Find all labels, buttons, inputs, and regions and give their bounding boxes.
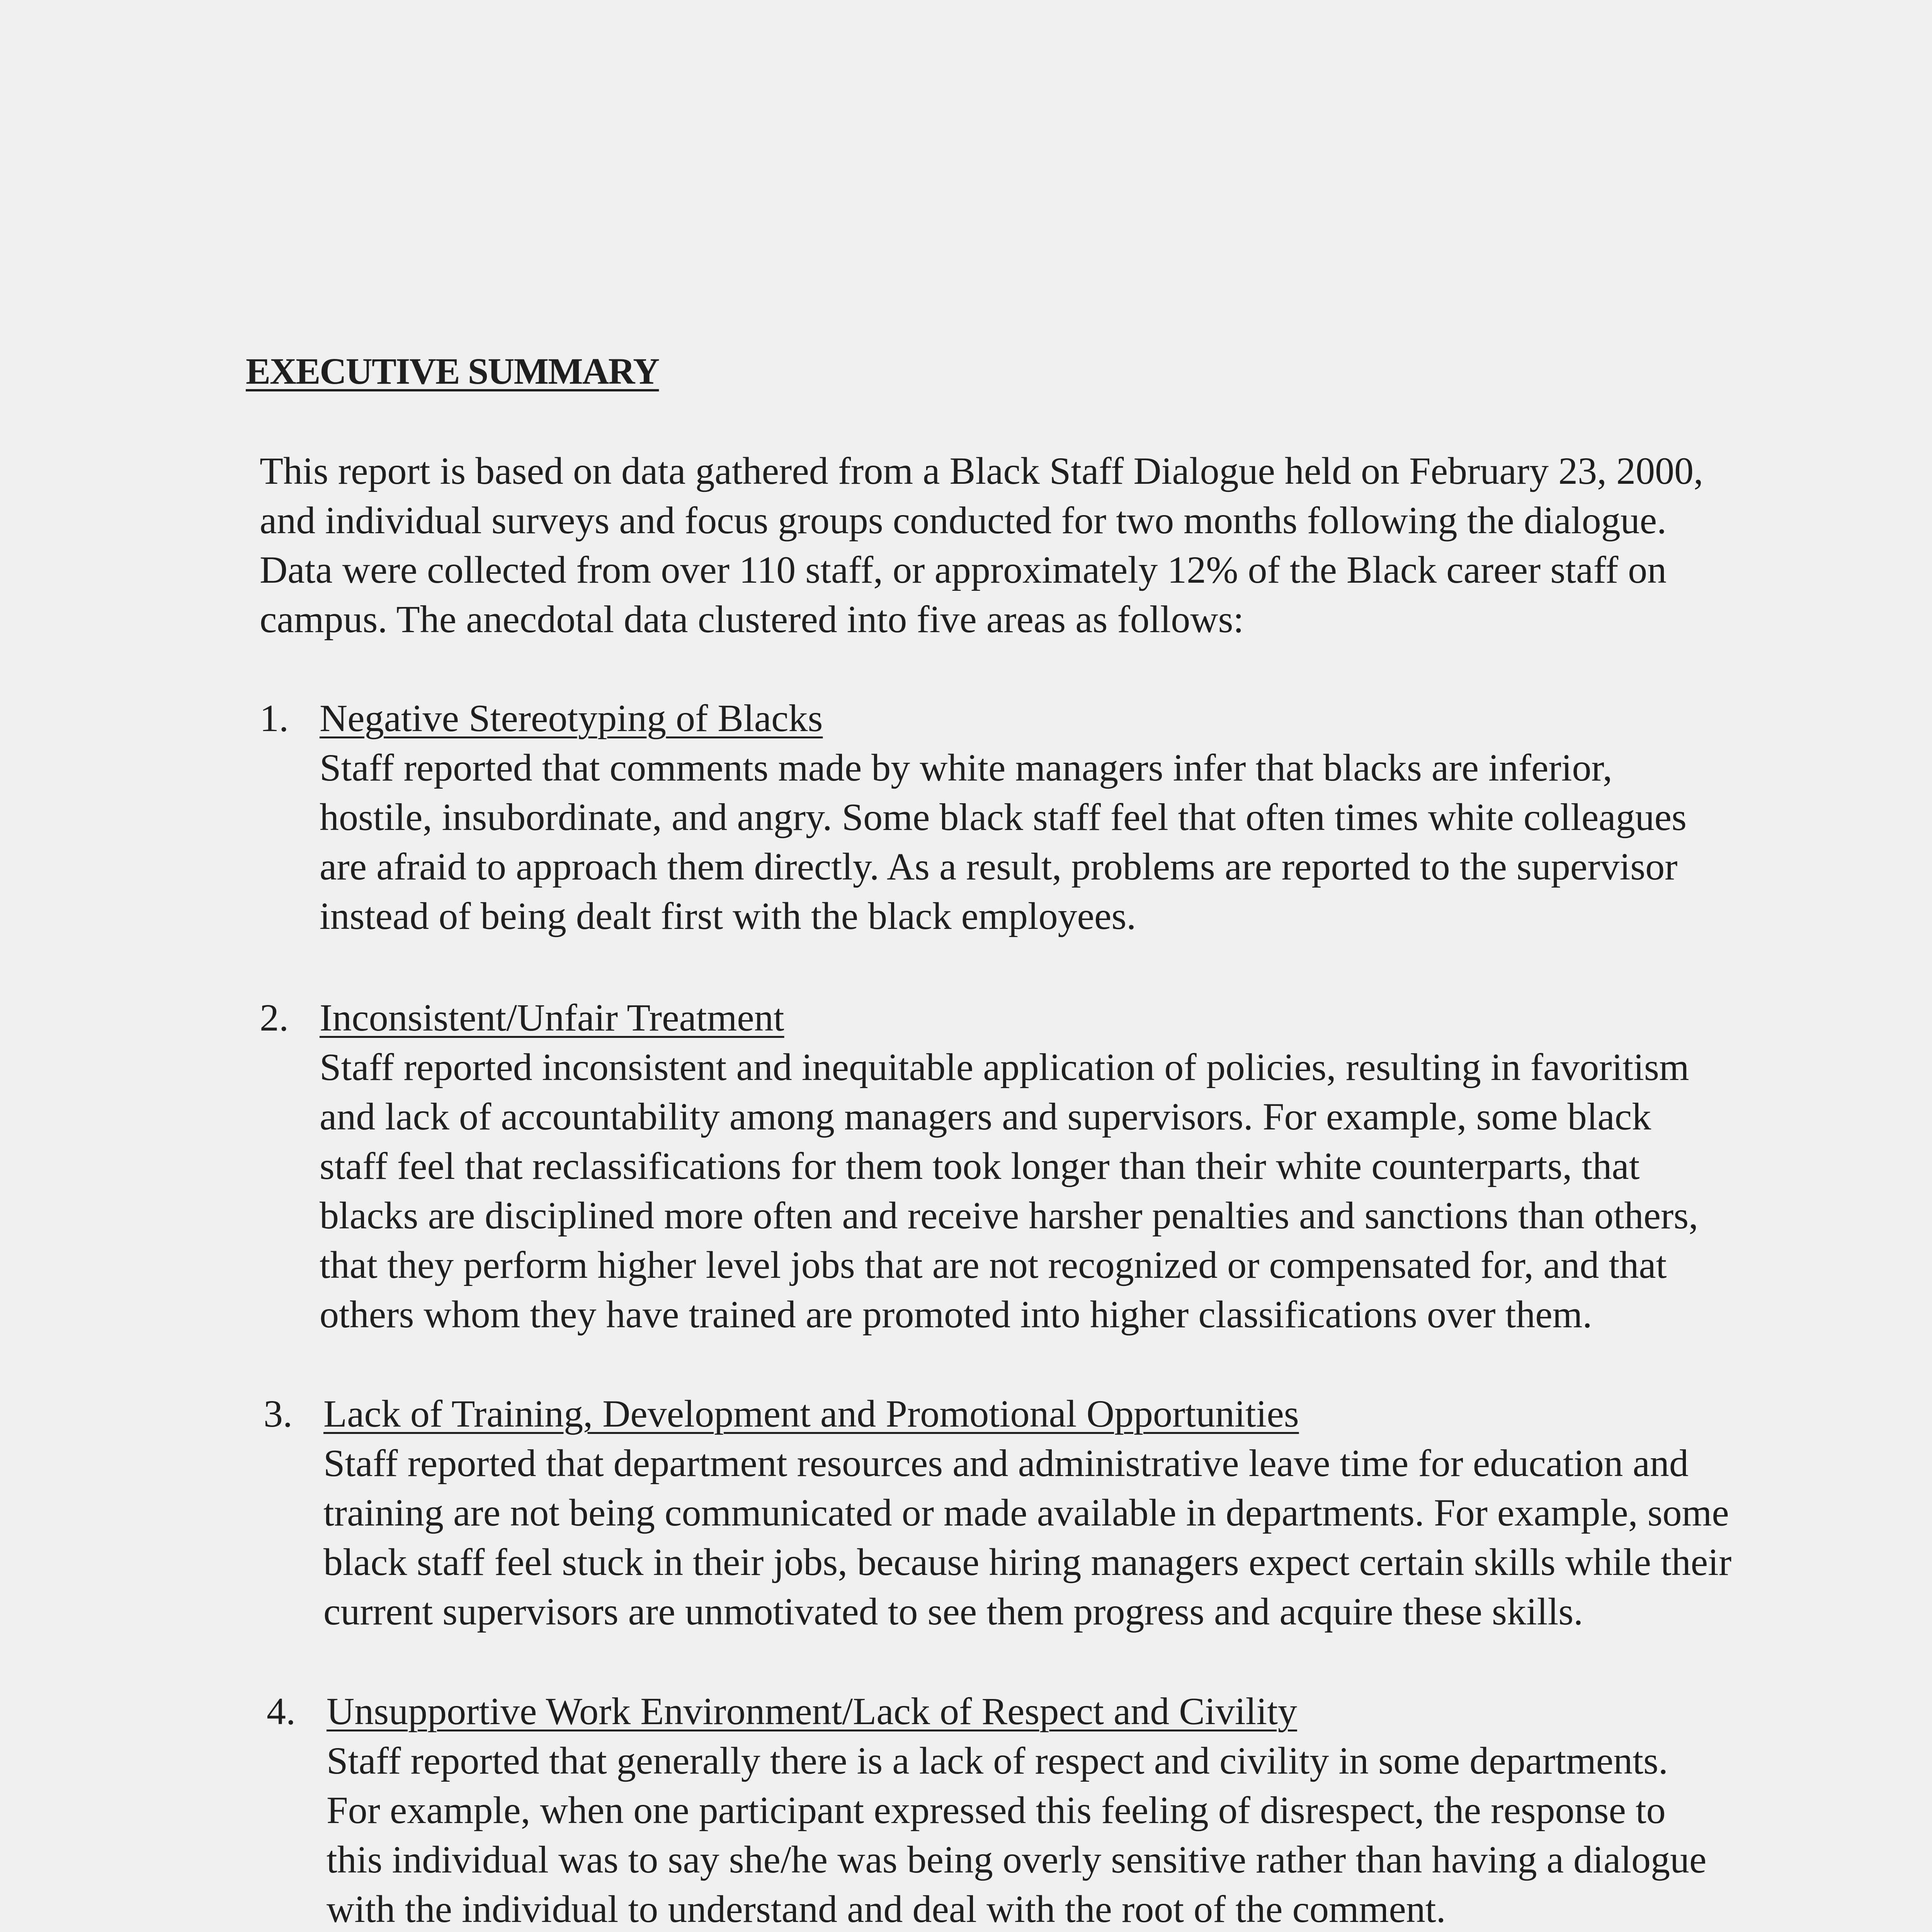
- item-body: Staff reported that comments made by white managers infer that blacks are inferior, hostile, insubordinate, and angry. Some black staff feel that often times white colleagues are afraid to approach them directly. As a result, problems are reported to the supervisor instead of being dealt first with the black employees.: [320, 746, 1687, 937]
- item-number: 4.: [267, 1690, 296, 1733]
- item-body: Staff reported inconsistent and inequitable application of policies, resulting in favoritism and lack of accountability among managers and supervisors. For example, some black staff feel that reclassifications for them took longer than their white counterparts, that blacks are disciplined more often and receive harsher penalties and sanctions than others, that they perform higher level jobs that are not recognized or compensated for, and that others whom they have trained are promoted into higher classifications over them.: [320, 1046, 1699, 1336]
- item-body: Staff reported that generally there is a lack of respect and civility in some departments. For example, when one participant expressed this feeling of disrespect, the response to this individual was to say she/he was being overly sensitive rather than having a dialogue with the individual to understand and deal with the root of the comment.: [327, 1739, 1707, 1930]
- page-title: EXECUTIVE SUMMARY: [246, 350, 659, 392]
- item-number: 3.: [264, 1392, 293, 1435]
- intro-paragraph: This report is based on data gathered from a Black Staff Dialogue held on February 23, 2000, and individual surveys and focus groups conducted for two months following the dialogue. Data were collected from over 110 staff, or approximately 12% of the Black career staff on campus. The anecdotal data clustered into five areas as follows:: [260, 449, 1704, 641]
- item-body: Staff reported that department resources and administrative leave time for education and training are not being communicated or made available in departments. For example, some black staff feel stuck in their jobs, because hiring managers expect certain skills while their current supervisors are unmotivated to see them progress and acquire these skills.: [323, 1442, 1732, 1633]
- item-heading: Inconsistent/Unfair Treatment: [320, 996, 784, 1039]
- item-heading: Negative Stereotyping of Blacks: [320, 697, 823, 740]
- item-number: 1.: [260, 697, 289, 740]
- item-heading: Unsupportive Work Environment/Lack of Respect and Civility: [327, 1690, 1297, 1733]
- item-heading: Lack of Training, Development and Promotional Opportunities: [323, 1392, 1299, 1435]
- item-number: 2.: [260, 996, 289, 1039]
